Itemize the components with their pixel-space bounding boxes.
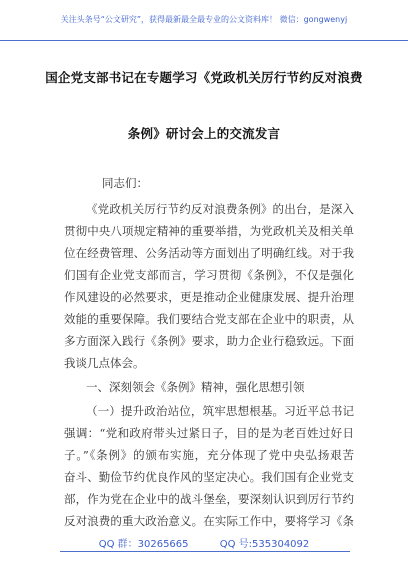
document-title-line-2: 条例》研讨会上的交流发言 [127,126,281,141]
body-line: 奋斗、勤俭节约优良作风的坚定决心。我们国有企业党支 [64,470,354,484]
footer-divider [60,551,350,552]
body-line: 部，作为党在企业中的战斗堡垒，要深刻认识到厉行节约 [64,492,354,506]
body-line: 作风建设的必然要求，更是推动企业健康发展、提升治理 [64,290,354,304]
body-line: 多方面深入践行《条例》要求，助力企业行稳致远。下面 [64,334,354,348]
document-title-line-1: 国企党支部书记在专题学习《党政机关厉行节约反对浪费 [45,70,363,85]
body-line: 反对浪费的重大政治意义。在实际工作中，要将学习《条 [64,514,354,528]
footer-qq-group: QQ 群：30265665 [98,539,189,550]
body-line: 贯彻中央八项规定精神的重要举措，为党政机关及相关单 [64,224,354,238]
body-line: 子。”《条例》的颁布实施，充分体现了党中央弘扬艰苦 [64,448,354,462]
salutation: 同志们： [102,176,148,190]
body-line: 们国有企业党支部而言，学习贯彻《条例》，不仅是强化 [64,268,354,282]
footer-contact [0,535,408,550]
body-line: 我谈几点体会。 [64,356,145,370]
body-line: 位在经费管理、公务活动等方面划出了明确红线。对于我 [64,246,354,260]
body-line: 效能的重要保障。我们要结合党支部在企业中的职责，从 [64,312,354,326]
section-heading: 一、深刻领会《条例》精神，强化思想引领 [86,380,305,394]
footer-qq-contact: QQ 号:535304092 [219,539,310,550]
header-divider [0,40,408,41]
header-banner: 关注头条号“公文研究”，获得最新最全最专业的公文资料库！ 微信：gongwenyj [60,15,348,24]
body-line: （一）提升政治站位，筑牢思想根基。习近平总书记 [86,404,354,418]
body-line: 《党政机关厉行节约反对浪费条例》的出台，是深入 [86,202,354,216]
body-line: 强调：“党和政府带头过紧日子，目的是为老百姓过好日 [64,426,354,440]
